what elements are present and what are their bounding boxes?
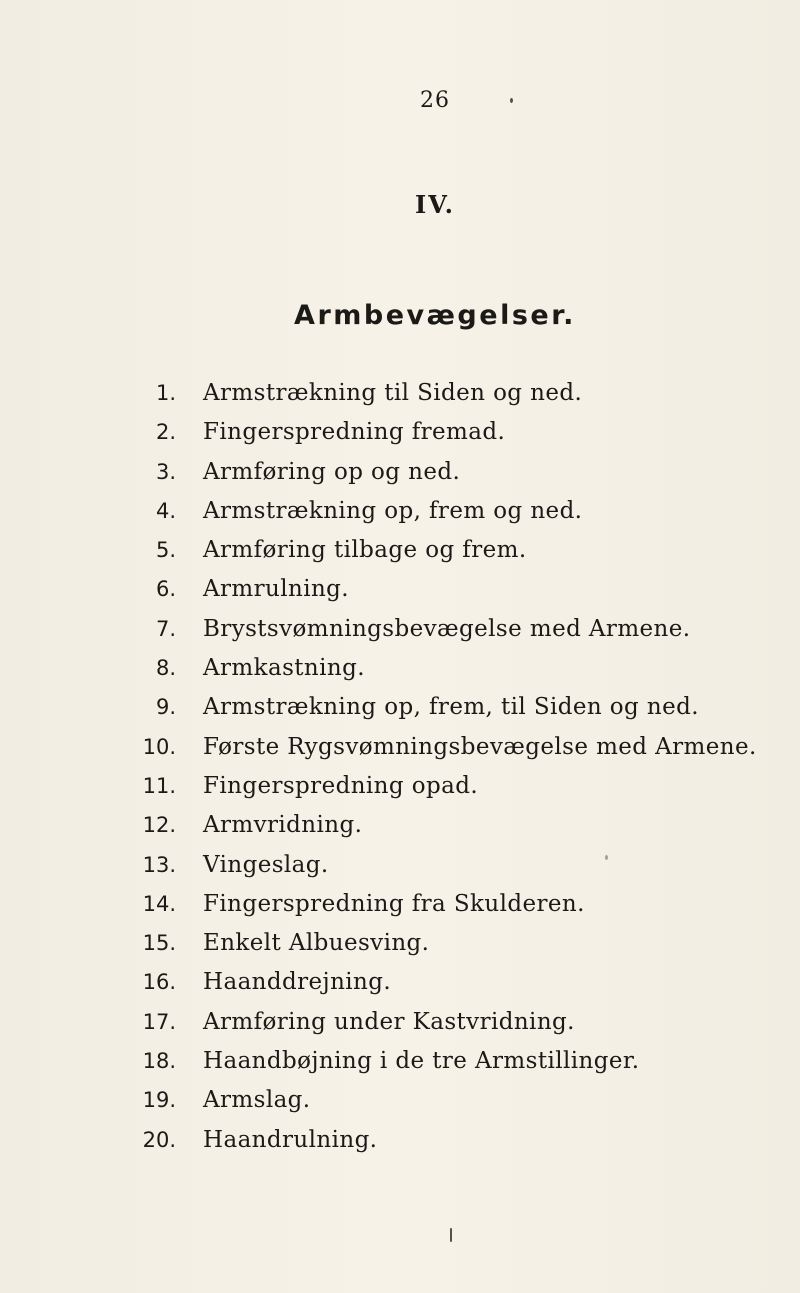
exercise-number: 5. — [155, 538, 176, 563]
exercise-text: Armstrækning op, frem, til Siden og ned. — [203, 694, 699, 721]
exercise-number: 11. — [142, 773, 176, 798]
exercise-text: Haanddrejning. — [203, 969, 392, 996]
exercise-number: 1. — [155, 381, 176, 405]
exercise-number: 14. — [142, 891, 176, 916]
list-item — [0, 413, 800, 452]
exercise-text: Fingerspredning fremad. — [203, 419, 506, 446]
exercise-number: 20. — [142, 1127, 176, 1152]
exercise-number: 8. — [155, 656, 176, 681]
list-item — [0, 963, 800, 1002]
exercise-number: 4. — [155, 498, 176, 523]
exercise-number: 18. — [142, 1049, 176, 1074]
exercise-text: Haandrulning. — [203, 1126, 378, 1153]
list-item — [0, 688, 800, 727]
list-item — [0, 649, 800, 688]
paper-speck — [450, 1228, 452, 1242]
exercise-text: Armføring under Kastvridning. — [203, 1008, 575, 1035]
exercise-number: 15. — [142, 931, 176, 956]
list-item — [0, 767, 800, 806]
paper-speck — [605, 855, 608, 860]
list-item — [0, 570, 800, 609]
exercise-text: Første Rygsvømningsbevægelse med Armene. — [203, 733, 757, 760]
list-item — [0, 846, 800, 885]
exercise-text: Brystsvømningsbevægelse med Armene. — [203, 615, 691, 642]
exercise-number: 6. — [155, 577, 176, 602]
exercise-text: Armstrækning til Siden og ned. — [203, 380, 583, 406]
exercise-number: 13. — [142, 852, 176, 877]
exercise-text: Armstrækning op, frem og ned. — [203, 497, 583, 524]
exercise-number: 10. — [142, 734, 176, 759]
list-item — [0, 453, 800, 492]
list-item — [0, 492, 800, 531]
list-item — [0, 1042, 800, 1081]
list-item — [0, 885, 800, 924]
exercise-number: 9. — [155, 695, 176, 720]
list-item — [0, 924, 800, 963]
exercise-list — [0, 374, 800, 1160]
exercise-number: 12. — [142, 813, 176, 838]
exercise-number: 19. — [142, 1088, 176, 1113]
exercise-text: Enkelt Albuesving. — [203, 930, 430, 957]
exercise-number: 2. — [155, 420, 176, 445]
exercise-text: Fingerspredning opad. — [203, 772, 479, 799]
exercise-text: Fingerspredning fra Skulderen. — [203, 890, 585, 917]
list-item — [0, 1081, 800, 1120]
exercise-text: Armvridning. — [203, 812, 363, 839]
list-item — [0, 728, 800, 767]
exercise-text: Vingeslag. — [203, 851, 329, 878]
exercise-text: Armføring tilbage og frem. — [203, 537, 527, 564]
exercise-number: 16. — [142, 970, 176, 995]
exercise-number: 7. — [155, 616, 176, 641]
exercise-text: Armføring op og ned. — [203, 458, 461, 485]
page-number: 26 — [420, 88, 450, 113]
section-number: IV. — [414, 190, 455, 219]
exercise-text: Armslag. — [203, 1087, 311, 1114]
list-item — [0, 806, 800, 845]
exercise-number: 17. — [142, 1009, 176, 1034]
list-item — [0, 531, 800, 570]
list-item — [0, 1003, 800, 1042]
exercise-number: 3. — [155, 459, 176, 484]
section-title: Armbevægelser. — [294, 300, 576, 331]
list-item — [0, 374, 800, 413]
list-item — [0, 1121, 800, 1160]
exercise-text: Armrulning. — [203, 576, 349, 603]
exercise-text: Haandbøjning i de tre Armstillinger. — [203, 1048, 640, 1075]
paper-speck — [510, 98, 513, 103]
list-item — [0, 610, 800, 649]
exercise-text: Armkastning. — [203, 655, 365, 682]
